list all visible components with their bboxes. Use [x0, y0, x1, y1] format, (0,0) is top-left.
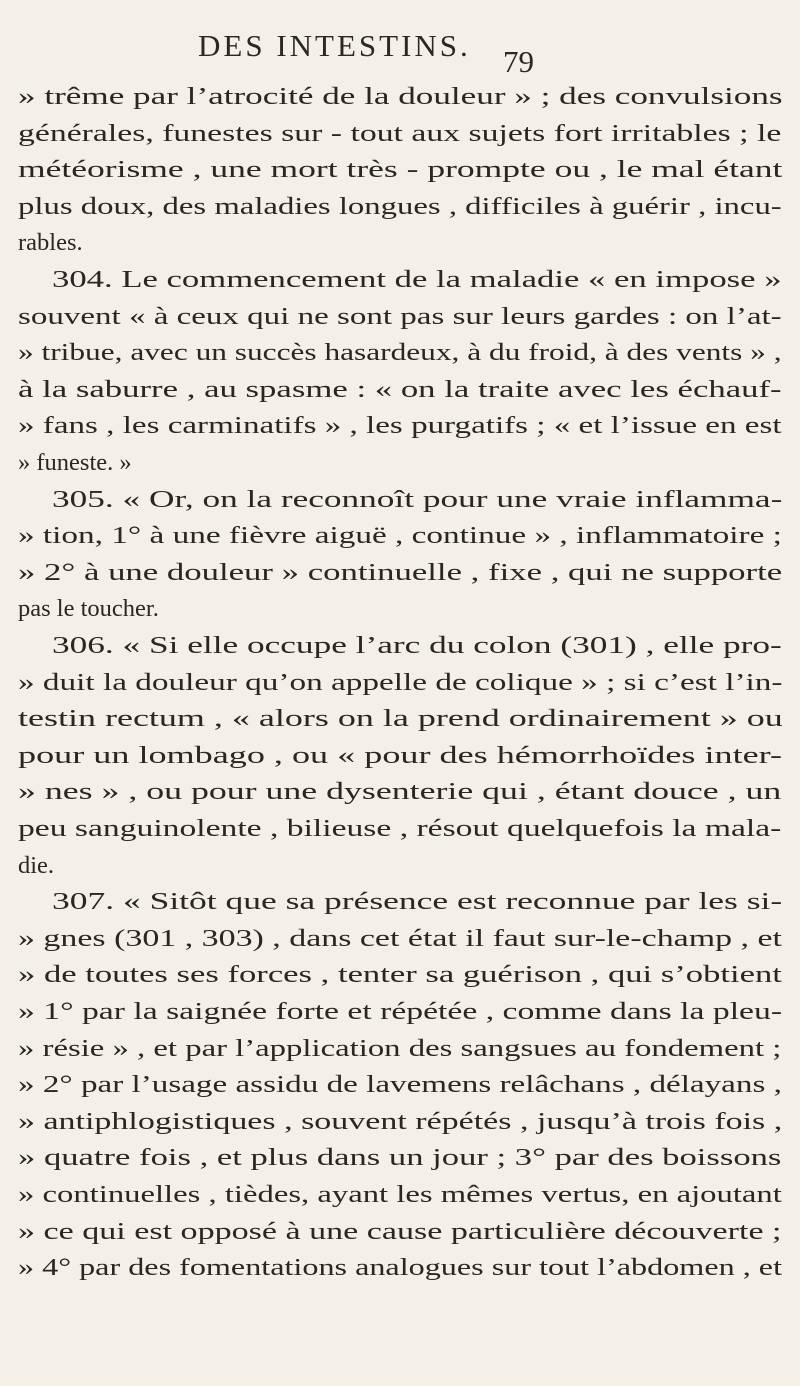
text-line: » quatre fois , et plus dans un jour ; 3° par des boissons	[18, 1144, 782, 1172]
text-line: » de toutes ses forces , tenter sa guérison , qui s’obtient	[18, 961, 782, 989]
text-line: » continuelles , tièdes, ayant les mêmes vertus, en ajoutant	[18, 1181, 782, 1208]
text-line: » nes » , ou pour une dysenterie qui , étant douce , un	[18, 778, 782, 806]
text-line: » 2° par l’usage assidu de lavemens relâchans , délayans ,	[18, 1071, 782, 1099]
page-number: 79	[503, 44, 534, 79]
text-line: » ce qui est opposé à une cause particulière découverte ;	[18, 1217, 782, 1245]
running-title: DES INTESTINS.	[198, 28, 471, 63]
text-line: plus doux, des maladies longues , difficiles à guérir , incu-	[18, 192, 782, 220]
text-line: » 4° par des fomentations analogues sur tout l’abdomen , et	[18, 1254, 783, 1282]
text-line: » fans , les carminatifs » , les purgatifs ; « et l’issue en est	[18, 412, 782, 440]
text-line: à la saburre , au spasme : « on la traite avec les échauf-	[18, 375, 782, 403]
text-line: » tribue, avec un succès hasardeux, à du froid, à des vents » ,	[18, 339, 782, 367]
text-line: 305. « Or, on la reconnoît pour une vraie inflamma-	[52, 485, 783, 513]
text-line: pour un lombago , ou « pour des hémorrhoïdes inter-	[18, 741, 782, 769]
text-line: » antiphlogistiques , souvent répétés , jusqu’à trois fois ,	[18, 1107, 783, 1135]
running-head	[0, 28, 800, 79]
text-line: météorisme , une mort très - prompte ou , le mal étant	[18, 156, 783, 184]
text-line: » duit la douleur qu’on appelle de colique » ; si c’est l’in-	[18, 668, 783, 696]
text-line: peu sanguinolente , bilieuse , résout quelquefois la mala-	[18, 815, 782, 842]
text-line: testin rectum , « alors on la prend ordinairement » ou	[18, 705, 783, 733]
text-line: générales, funestes sur - tout aux sujets fort irritables ; le	[18, 119, 782, 147]
text-line: » funeste. »	[18, 449, 132, 476]
text-line: pas le toucher.	[18, 595, 159, 623]
text-line: die.	[18, 851, 55, 879]
text-line: souvent « à ceux qui ne sont pas sur leurs gardes : on l’at-	[18, 302, 782, 330]
text-line: » 1° par la saignée forte et répétée , comme dans la pleu-	[18, 998, 783, 1025]
text-line: 307. « Sitôt que sa présence est reconnue par les si-	[52, 888, 783, 916]
text-line: rables.	[18, 229, 83, 257]
text-line: » tion, 1° à une fièvre aiguë , continue » , inflammatoire ;	[18, 522, 782, 550]
text-line: » résie » , et par l’application des sangsues au fondement ;	[18, 1034, 782, 1062]
text-line: » 2° à une douleur » continuelle , fixe , qui ne supporte	[18, 558, 783, 586]
text-line: » trême par l’atrocité de la douleur » ; des convulsions	[18, 83, 783, 110]
text-line: 304. Le commencement de la maladie « en impose »	[52, 266, 782, 293]
text-line: » gnes (301 , 303) , dans cet état il faut sur-le-champ , et	[18, 924, 782, 952]
text-line: 306. « Si elle occupe l’arc du colon (301) , elle pro-	[52, 632, 782, 659]
